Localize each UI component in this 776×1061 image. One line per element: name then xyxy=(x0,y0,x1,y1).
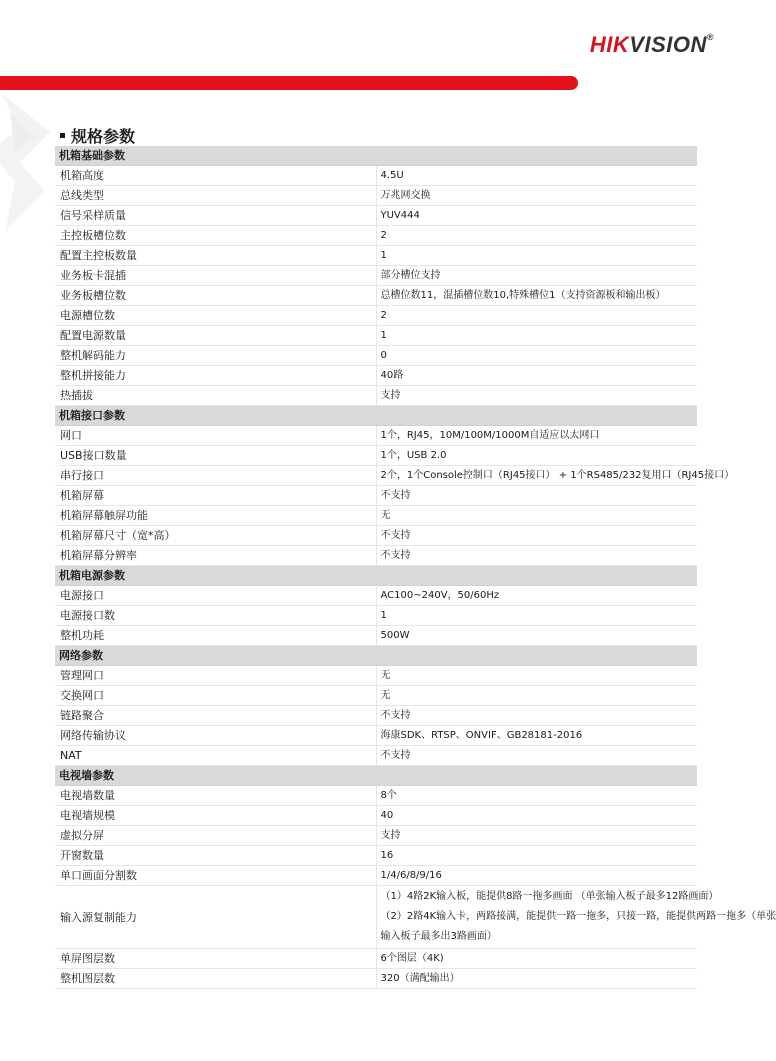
header-red-bar xyxy=(0,76,578,90)
spec-value: 不支持 xyxy=(376,546,697,566)
spec-key: 电源槽位数 xyxy=(55,306,376,326)
watermark-graphic xyxy=(0,92,60,232)
table-row xyxy=(55,346,697,366)
spec-key: 整机功耗 xyxy=(55,626,376,646)
spec-key: 电视墙规模 xyxy=(55,806,376,826)
table-row xyxy=(55,186,697,206)
table-row xyxy=(55,526,697,546)
group-title: 电视墙参数 xyxy=(55,766,697,786)
table-row xyxy=(55,786,697,806)
table-row xyxy=(55,226,697,246)
spec-key: 交换网口 xyxy=(55,686,376,706)
table-row xyxy=(55,446,697,466)
spec-key: NAT xyxy=(55,746,376,766)
bullet-icon xyxy=(60,133,65,138)
table-row xyxy=(55,606,697,626)
spec-key: 总线类型 xyxy=(55,186,376,206)
spec-key: 整机拼接能力 xyxy=(55,366,376,386)
spec-key: 整机解码能力 xyxy=(55,346,376,366)
spec-key: 管理网口 xyxy=(55,666,376,686)
spec-key: 机箱屏幕尺寸（宽*高） xyxy=(55,526,376,546)
spec-key: 单口画面分割数 xyxy=(55,866,376,886)
table-row xyxy=(55,366,697,386)
table-row xyxy=(55,286,697,306)
group-header xyxy=(55,766,697,786)
table-row xyxy=(55,806,697,826)
table-row xyxy=(55,326,697,346)
spec-key: 业务板槽位数 xyxy=(55,286,376,306)
group-title: 机箱接口参数 xyxy=(55,406,697,426)
table-row xyxy=(55,506,697,526)
table-row xyxy=(55,466,697,486)
spec-value-line: （2）2路4K输入卡，两路接满，能提供一路一拖多，只接一路，能提供两路一拖多（单张 xyxy=(380,911,776,922)
table-row xyxy=(55,486,697,506)
table-row xyxy=(55,246,697,266)
spec-value: 不支持 xyxy=(376,706,697,726)
spec-value-line: 输入板子最多出3路画面） xyxy=(380,931,497,942)
spec-key: 网络传输协议 xyxy=(55,726,376,746)
spec-value: 2 xyxy=(376,226,697,246)
spec-value: 8个 xyxy=(376,786,697,806)
table-row xyxy=(55,666,697,686)
group-title: 机箱电源参数 xyxy=(55,566,697,586)
table-row xyxy=(55,546,697,566)
spec-value: 不支持 xyxy=(376,746,697,766)
spec-value: 1 xyxy=(376,246,697,266)
spec-key: 配置主控板数量 xyxy=(55,246,376,266)
spec-value: 0 xyxy=(376,346,697,366)
group-header xyxy=(55,146,697,166)
spec-table xyxy=(55,146,776,989)
table-row xyxy=(55,266,697,286)
spec-value: 1 xyxy=(376,326,697,346)
spec-value: 1 xyxy=(376,606,697,626)
spec-key: 机箱屏幕 xyxy=(55,486,376,506)
spec-key: 单屏图层数 xyxy=(55,949,376,969)
table-row xyxy=(55,166,697,186)
spec-value: 不支持 xyxy=(376,486,697,506)
spec-value: 16 xyxy=(376,846,697,866)
group-title: 网络参数 xyxy=(55,646,697,666)
spec-value: AC100~240V，50/60Hz xyxy=(376,586,697,606)
spec-key: 主控板槽位数 xyxy=(55,226,376,246)
spec-value: 320（满配输出） xyxy=(376,969,697,989)
spec-value: 无 xyxy=(376,686,697,706)
spec-value-multiline xyxy=(376,886,776,949)
table-row xyxy=(55,969,697,989)
spec-key: 串行接口 xyxy=(55,466,376,486)
spec-key: 信号采样质量 xyxy=(55,206,376,226)
spec-value: 总槽位数11，混插槽位数10,特殊槽位1（支持资源板和输出板） xyxy=(376,286,697,306)
spec-value: 部分槽位支持 xyxy=(376,266,697,286)
group-header xyxy=(55,566,697,586)
table-row xyxy=(55,386,697,406)
spec-value: 1个，USB 2.0 xyxy=(376,446,697,466)
group-header xyxy=(55,406,697,426)
spec-key: 热插拔 xyxy=(55,386,376,406)
group-title: 机箱基础参数 xyxy=(55,146,697,166)
spec-key: 机箱高度 xyxy=(55,166,376,186)
spec-value: 1个，RJ45，10M/100M/1000M自适应以太网口 xyxy=(376,426,697,446)
spec-key: 整机图层数 xyxy=(55,969,376,989)
spec-key: 链路聚合 xyxy=(55,706,376,726)
table-row xyxy=(55,886,697,949)
spec-key: 业务板卡混插 xyxy=(55,266,376,286)
spec-value: 4.5U xyxy=(376,166,697,186)
table-row xyxy=(55,726,697,746)
spec-value: 不支持 xyxy=(376,526,697,546)
table-row xyxy=(55,949,697,969)
spec-key: 输入源复制能力 xyxy=(55,886,376,949)
group-header xyxy=(55,646,697,666)
spec-value: 40路 xyxy=(376,366,697,386)
spec-value: 万兆网交换 xyxy=(376,186,697,206)
spec-value: 海康SDK、RTSP、ONVIF、GB28181-2016 xyxy=(376,726,697,746)
table-row xyxy=(55,706,697,726)
spec-value: 2 xyxy=(376,306,697,326)
spec-key: 机箱屏幕触屏功能 xyxy=(55,506,376,526)
spec-value: 无 xyxy=(376,666,697,686)
hikvision-logo: HIKVISION® xyxy=(589,32,714,57)
spec-value: 6个图层（4K) xyxy=(376,949,697,969)
spec-key: 虚拟分屏 xyxy=(55,826,376,846)
table-row xyxy=(55,426,697,446)
table-row xyxy=(55,826,697,846)
table-row xyxy=(55,866,697,886)
table-row xyxy=(55,306,697,326)
table-row xyxy=(55,746,697,766)
spec-key: 机箱屏幕分辨率 xyxy=(55,546,376,566)
spec-key: 电源接口数 xyxy=(55,606,376,626)
table-row xyxy=(55,206,697,226)
spec-value: 支持 xyxy=(376,826,697,846)
spec-value: 无 xyxy=(376,506,697,526)
table-row xyxy=(55,686,697,706)
table-row xyxy=(55,586,697,606)
spec-value-line: （1）4路2K输入板，能提供8路一拖多画面 （单张输入板子最多12路画面） xyxy=(380,891,719,902)
spec-value: 500W xyxy=(376,626,697,646)
spec-key: 开窗数量 xyxy=(55,846,376,866)
spec-key: 电源接口 xyxy=(55,586,376,606)
spec-key: 网口 xyxy=(55,426,376,446)
spec-value: 1/4/6/8/9/16 xyxy=(376,866,697,886)
spec-key: USB接口数量 xyxy=(55,446,376,466)
table-row xyxy=(55,626,697,646)
spec-key: 电视墙数量 xyxy=(55,786,376,806)
spec-value: YUV444 xyxy=(376,206,697,226)
spec-value: 40 xyxy=(376,806,697,826)
spec-value: 支持 xyxy=(376,386,697,406)
spec-value: 2个，1个Console控制口（RJ45接口） + 1个RS485/232复用口（RJ45接口） xyxy=(376,466,697,486)
section-title: 规格参数 xyxy=(60,124,135,147)
spec-key: 配置电源数量 xyxy=(55,326,376,346)
table-row xyxy=(55,846,697,866)
